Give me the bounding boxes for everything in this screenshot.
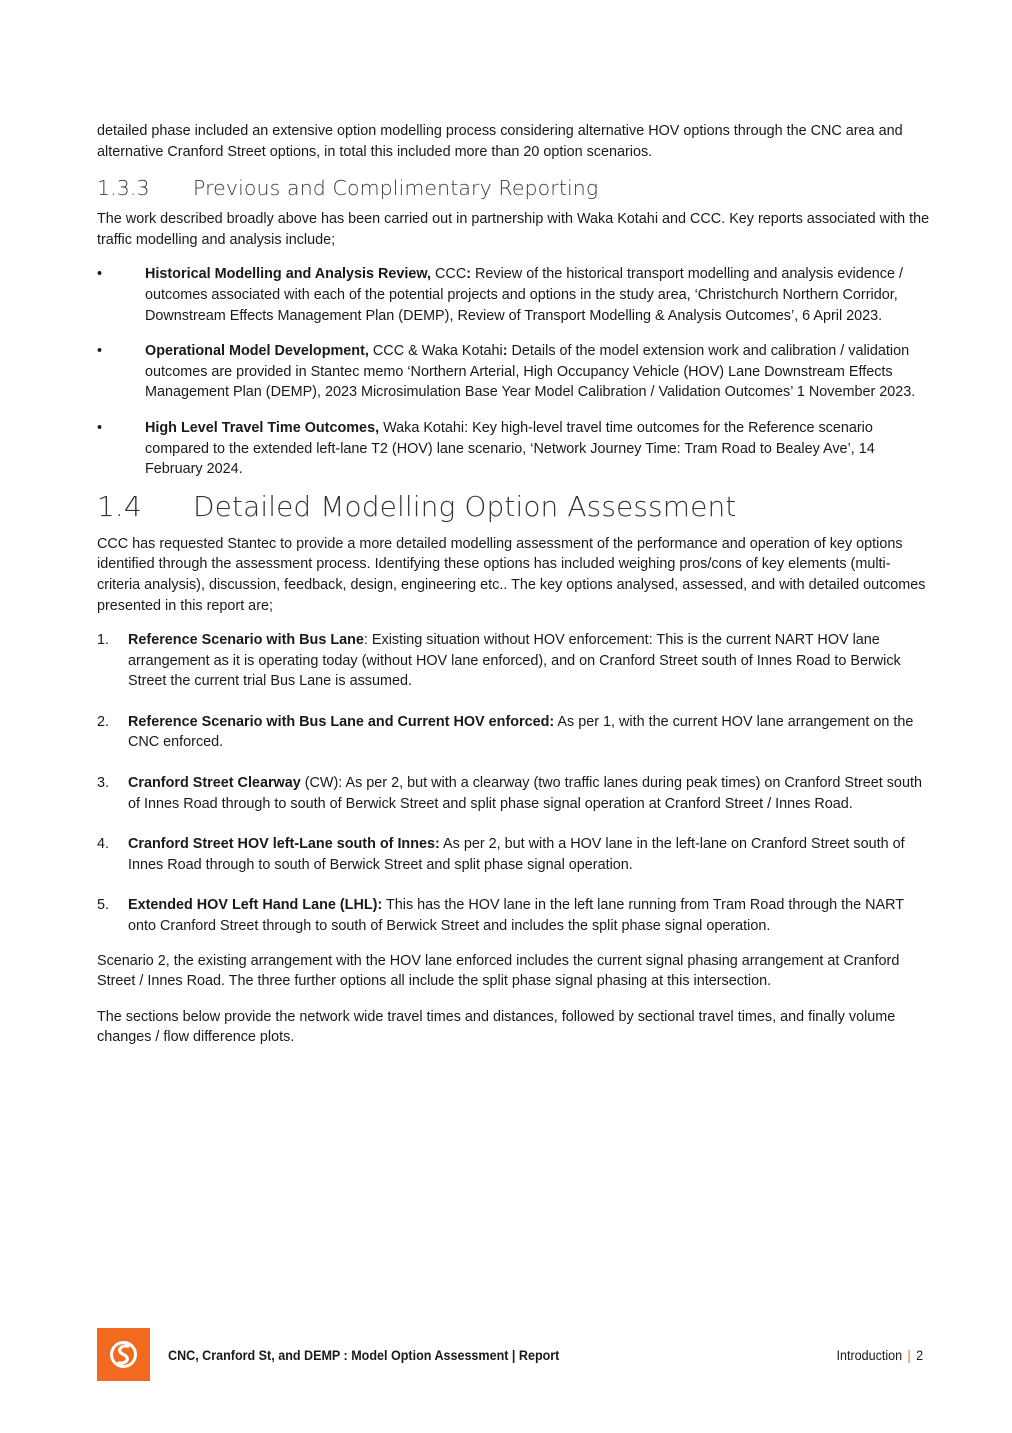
options-list bbox=[97, 630, 932, 937]
page-content bbox=[97, 121, 932, 1048]
list-item: • High Level Travel Time Outcomes, Waka Kotahi: Key high-level travel time outcomes for the Reference scenario compared to the extended left-lane T2 (HOV) lane scenario, ‘Network Journey Time: Tram Road to Bealey Ave’, 14 February 2024. bbox=[97, 419, 875, 478]
bullet-icon: • bbox=[97, 343, 103, 360]
footer-page-info bbox=[836, 1348, 923, 1363]
section-1-4-heading bbox=[97, 490, 932, 523]
section-1-3-3-heading bbox=[97, 176, 932, 200]
bullet-icon: • bbox=[97, 266, 103, 283]
section-1-4-intro: CCC has requested Stantec to provide a more detailed modelling assessment of the performance and operation of key options identified through the assessment process. Identifying these options has included weighing pros/cons of key elements (multi-criteria analysis), discussion, feedback, design, engineering etc.. The key options analysed, assessed, and with detailed outcomes presented in this report are; bbox=[97, 535, 926, 614]
list-item: 5. Extended HOV Left Hand Lane (LHL): This has the HOV lane in the left lane running from Tram Road through the NART onto Cranford Street through to south of Berwick Street and includes the split phase signal operation. bbox=[97, 897, 904, 935]
section-1-3-3-intro: The work described broadly above has been carried out in partnership with Waka Kotahi and CCC. Key reports associated with the traffic modelling and analysis include; bbox=[97, 211, 930, 248]
list-item: 3. Cranford Street Clearway (CW): As per 2, but with a clearway (two traffic lanes during peak times) on Cranford Street south of Innes Road through to south of Berwick Street and split phase signal operation at Cranford Street / Innes Road. bbox=[97, 775, 922, 812]
list-item: 4. Cranford Street HOV left-Lane south of Innes: As per 2, but with a HOV lane in the left-lane on Cranford Street south of Innes Road through to south of Berwick Street and split phase signal operation. bbox=[97, 836, 905, 873]
section-number: 1.3.3 bbox=[97, 176, 150, 201]
page-number: 2 bbox=[916, 1348, 923, 1363]
footer-title: CNC, Cranford St, and DEMP : Model Option Assessment | Report bbox=[168, 1348, 560, 1363]
bullet-icon: • bbox=[97, 419, 103, 436]
list-item: • Historical Modelling and Analysis Review, CCC: Review of the historical transport modelling and analysis evidence / outcomes associated with each of the potential projects and options in the study area, ‘Christchurch Northern Corridor, Downstream Effects Management Plan (DEMP), Review of Transport Modelling & Analysis Outcomes’, 6 April 2023. bbox=[97, 266, 903, 324]
list-item: • Operational Model Development, CCC & Waka Kotahi: Details of the model extension work and calibration / validation outcomes are provided in Stantec memo ‘Northern Arterial, High Occupancy Vehicle (HOV) Lane Downstream Effects Management Plan (DEMP), 2023 Microsimulation Base Year Model Calibration / Validation Outcomes’ 1 November 2023. bbox=[97, 343, 916, 401]
stantec-logo-icon bbox=[97, 1328, 150, 1381]
reports-list bbox=[97, 264, 932, 479]
intro-paragraph: detailed phase included an extensive option modelling process considering alternative HOV options through the CNC area and alternative Cranford Street options, in total this included more than 20 option scenarios. bbox=[97, 123, 903, 160]
section-title: Detailed Modelling Option Assessment bbox=[193, 489, 737, 523]
page-footer bbox=[97, 1328, 923, 1381]
section-number: 1.4 bbox=[97, 489, 142, 523]
section-title: Previous and Complimentary Reporting bbox=[193, 176, 599, 201]
footer-separator: | bbox=[907, 1348, 911, 1363]
list-item: 2. Reference Scenario with Bus Lane and Current HOV enforced: As per 1, with the current HOV lane arrangement on the CNC enforced. bbox=[97, 713, 914, 751]
footer-section: Introduction bbox=[836, 1348, 903, 1363]
scenario-2-paragraph: Scenario 2, the existing arrangement with the HOV lane enforced includes the current signal phasing arrangement at Cranford Street / Innes Road. The three further options all include the split phase signal phasing at this intersection. bbox=[97, 952, 900, 990]
sections-below-paragraph: The sections below provide the network wide travel times and distances, followed by sectional travel times, and finally volume changes / flow difference plots. bbox=[97, 1008, 896, 1046]
list-item: 1. Reference Scenario with Bus Lane: Existing situation without HOV enforcement: This is the current NART HOV lane arrangement as it is operating today (without HOV lane enforced), and on Cranford Street south of Innes Road to Berwick Street the current trial Bus Lane is assumed. bbox=[97, 632, 901, 690]
